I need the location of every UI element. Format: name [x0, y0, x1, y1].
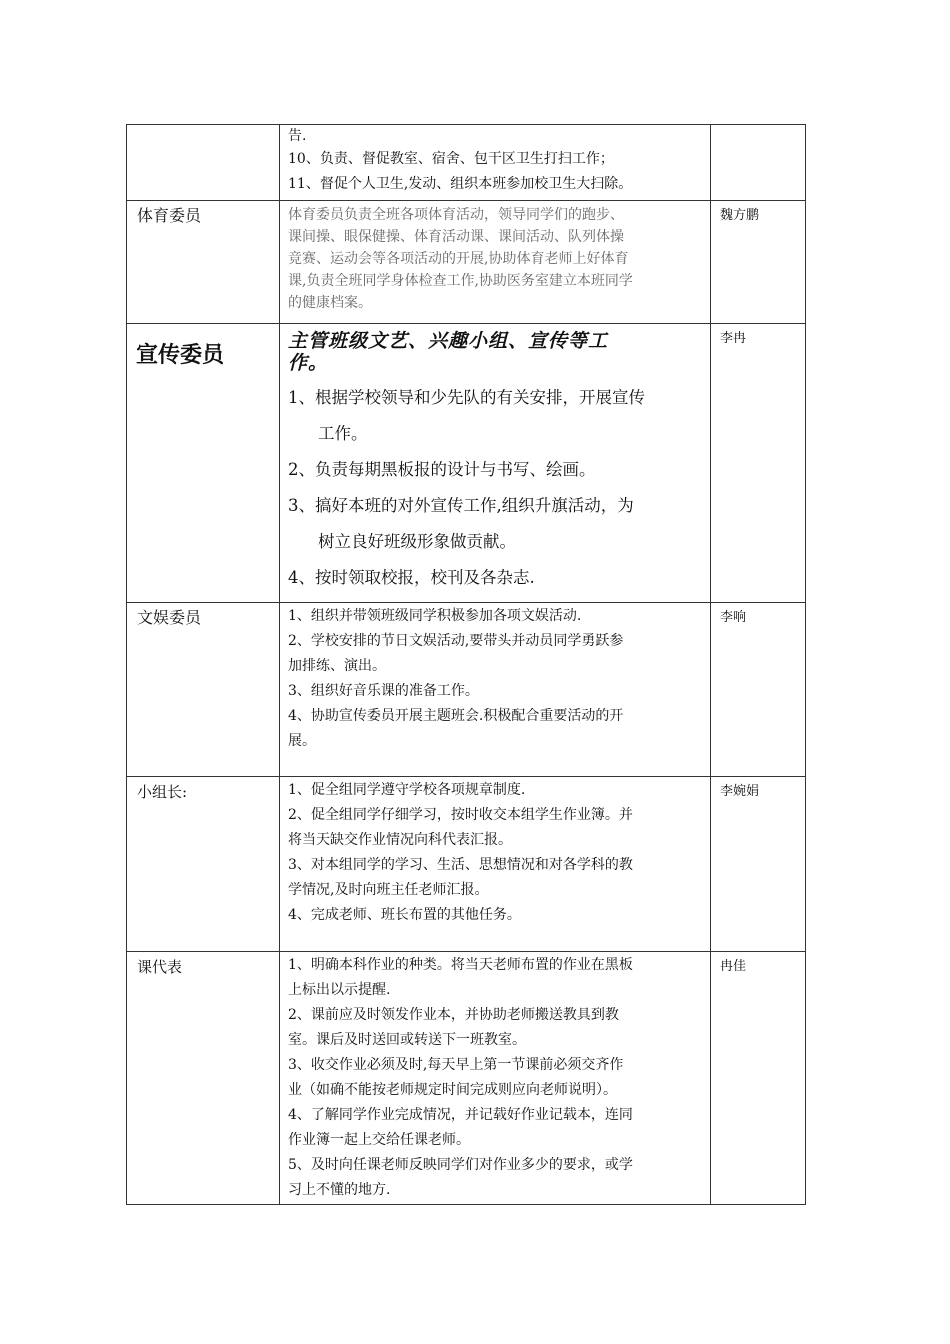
- duty-line: 课,负责全班同学身体检查工作,协助医务室建立本班同学: [288, 273, 633, 289]
- name-cell: [711, 201, 806, 324]
- member-name: 冉佳: [720, 959, 747, 974]
- duty-cell: [280, 603, 711, 777]
- duty-line: 作业簿一起上交给任课老师。: [288, 1132, 470, 1148]
- table-row: [127, 952, 806, 1205]
- duty-line: 1、明确本科作业的种类。将当天老师布置的作业在黑板: [288, 957, 633, 973]
- role-label: 小组长:: [137, 783, 188, 801]
- table-row: [127, 125, 806, 201]
- duty-cell: [280, 777, 711, 952]
- role-cell: [127, 324, 280, 603]
- role-cell: [127, 952, 280, 1205]
- table-row: [127, 324, 806, 603]
- duty-title: 作。: [288, 352, 329, 374]
- duty-line: 4、协助宣传委员开展主题班会.积极配合重要活动的开: [288, 708, 624, 724]
- role-cell: [127, 777, 280, 952]
- duty-line: 将当天缺交作业情况向科代表汇报。: [288, 832, 512, 848]
- name-cell: [711, 125, 806, 201]
- table-row: [127, 777, 806, 952]
- duty-line: 上标出以示提醒.: [288, 982, 391, 998]
- member-name: 李响: [720, 610, 747, 625]
- role-cell: [127, 201, 280, 324]
- duty-line: 习上不懂的地方.: [288, 1182, 391, 1198]
- name-cell: [711, 603, 806, 777]
- duty-line: 3、组织好音乐课的准备工作。: [288, 683, 479, 699]
- duty-line: 告.: [288, 128, 307, 144]
- name-cell: [711, 777, 806, 952]
- duty-cell: [280, 201, 711, 324]
- duty-line: 11、督促个人卫生,发动、组织本班参加校卫生大扫除。: [288, 176, 633, 192]
- name-cell: [711, 324, 806, 603]
- role-label: 文娱委员: [137, 608, 202, 627]
- duty-line: 竞赛、运动会等各项活动的开展,协助体育老师上好体育: [288, 251, 629, 267]
- duty-line: 2、促全组同学仔细学习，按时收交本组学生作业簿。并: [288, 807, 633, 823]
- duty-line: 4、完成老师、班长布置的其他任务。: [288, 907, 521, 923]
- duty-line: 树立良好班级形象做贡献。: [318, 532, 516, 551]
- duty-line: 展。: [288, 733, 316, 749]
- role-label: 课代表: [137, 958, 183, 976]
- duty-line: 3、对本组同学的学习、生活、思想情况和对各学科的教: [288, 857, 633, 873]
- duty-line: 1、根据学校领导和少先队的有关安排，开展宣传: [288, 388, 645, 407]
- role-cell: [127, 125, 280, 201]
- duty-line: 体育委员负责全班各项体育活动，领导同学们的跑步、: [288, 207, 624, 223]
- duty-line: 4、了解同学作业完成情况，并记载好作业记载本，连同: [288, 1107, 633, 1123]
- role-cell: [127, 603, 280, 777]
- duty-line: 业（如确不能按老师规定时间完成则应向老师说明）。: [288, 1082, 617, 1098]
- member-name: 李婉娟: [720, 784, 760, 799]
- duty-line: 课间操、眼保健操、体育活动课、课间活动、队列体操: [288, 229, 624, 245]
- duty-line: 1、促全组同学遵守学校各项规章制度.: [288, 782, 526, 798]
- duty-cell: [280, 952, 711, 1205]
- name-cell: [711, 952, 806, 1205]
- duty-cell: [280, 125, 711, 201]
- duty-line: 的健康档案。: [288, 295, 372, 311]
- duty-line: 5、及时向任课老师反映同学们对作业多少的要求，或学: [288, 1157, 633, 1173]
- duty-line: 2、课前应及时领发作业本，并协助老师搬送教具到教: [288, 1007, 619, 1023]
- member-name: 李冉: [720, 331, 747, 346]
- role-label: 宣传委员: [136, 343, 225, 368]
- role-label: 体育委员: [137, 206, 202, 225]
- duty-line: 加排练、演出。: [288, 658, 386, 674]
- member-name: 魏方鹏: [720, 208, 760, 223]
- duty-line: 2、学校安排的节日文娱活动,要带头并动员同学勇跃参: [288, 633, 624, 649]
- duties-table: [126, 124, 806, 1205]
- duty-line: 3、收交作业必须及时,每天早上第一节课前必须交齐作: [288, 1057, 624, 1073]
- duty-line: 10、负责、督促教室、宿舍、包干区卫生打扫工作；: [288, 151, 614, 167]
- duty-line: 4、按时领取校报，校刊及各杂志.: [288, 568, 535, 587]
- duty-line: 2、负责每期黑板报的设计与书写、绘画。: [288, 460, 596, 479]
- duty-line: 3、搞好本班的对外宣传工作,组织升旗活动，为: [288, 496, 634, 515]
- duty-cell: [280, 324, 711, 603]
- duty-line: 工作。: [318, 424, 368, 443]
- duty-title: 主管班级文艺、兴趣小组、宣传等工: [288, 330, 609, 352]
- table-row: [127, 603, 806, 777]
- table-row: [127, 201, 806, 324]
- duty-line: 室。课后及时送回或转送下一班教室。: [288, 1032, 526, 1048]
- duty-line: 学情况,及时向班主任老师汇报。: [288, 882, 489, 898]
- duty-line: 1、组织并带领班级同学积极参加各项文娱活动.: [288, 608, 582, 624]
